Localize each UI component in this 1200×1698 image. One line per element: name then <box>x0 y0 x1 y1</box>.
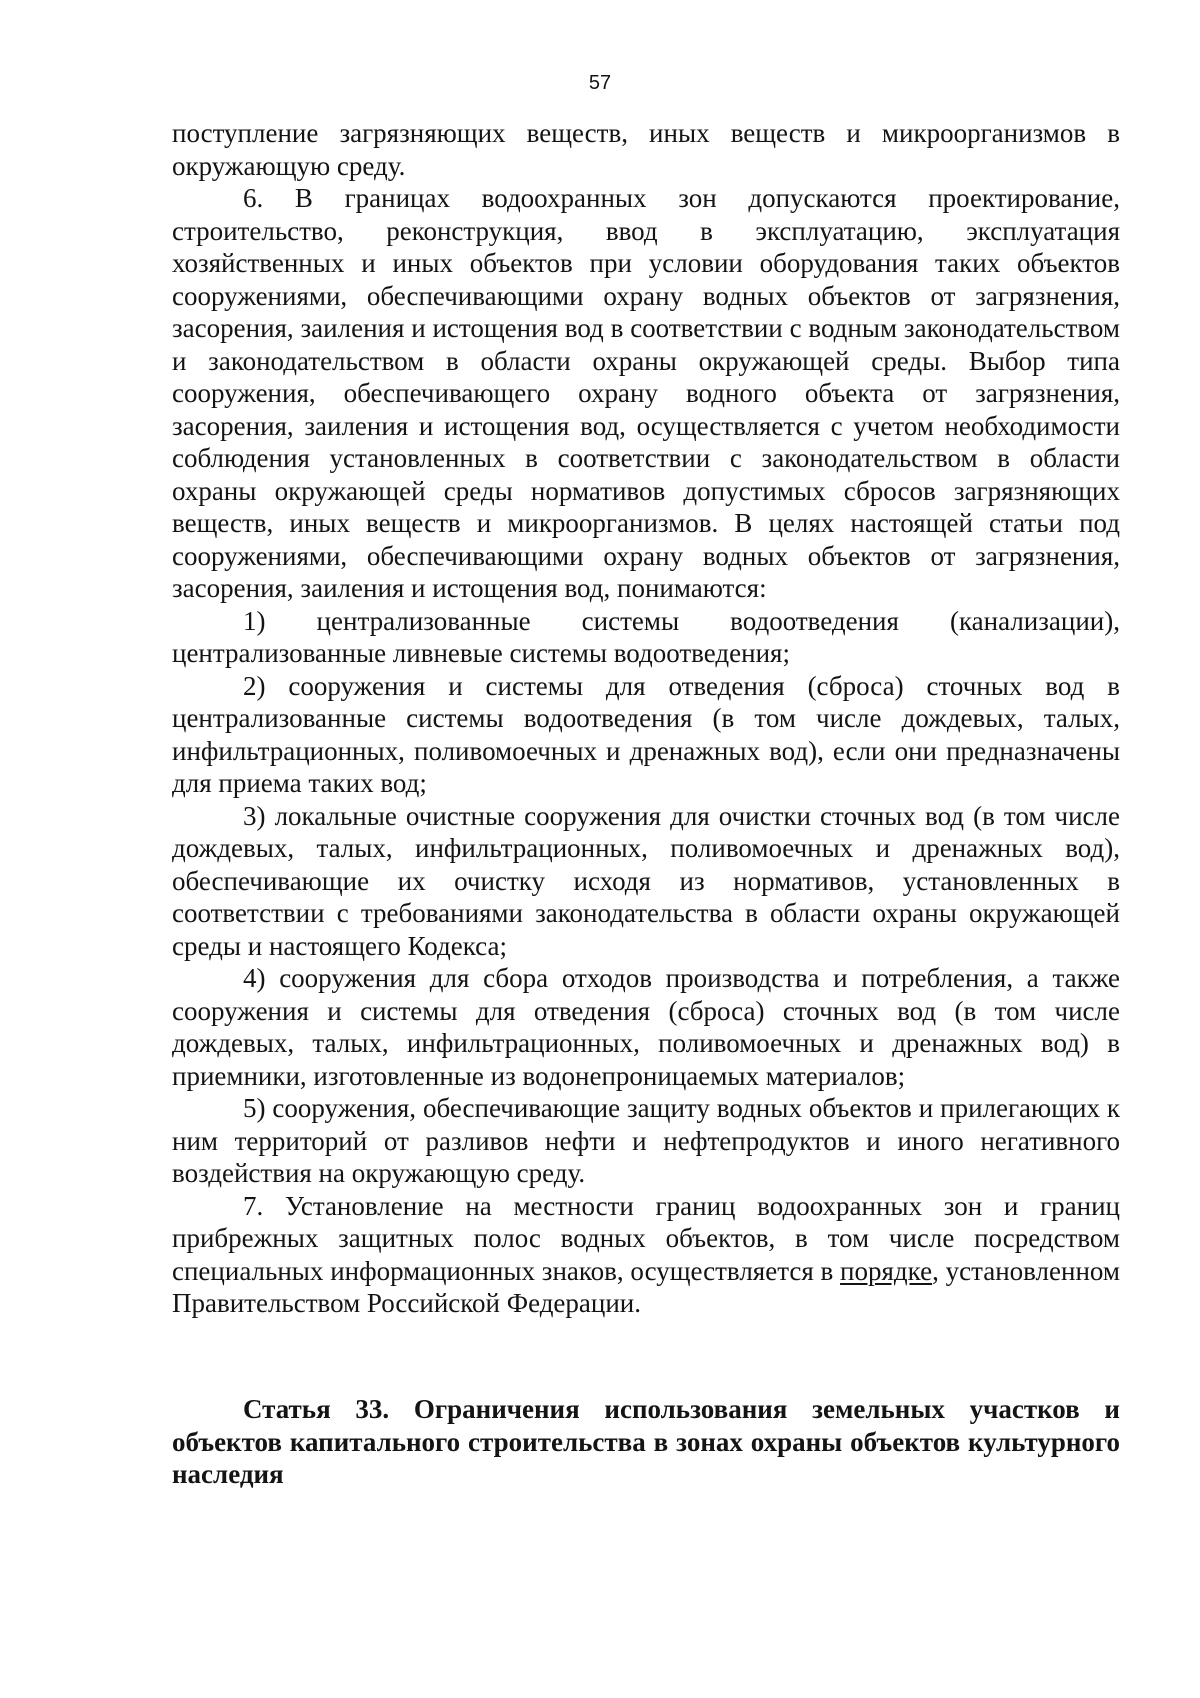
paragraph-7 <box>172 1190 1120 1320</box>
paragraph-6: 6. В границах водоохранных зон допускаются проектирование, строительство, реконструкция, ввод в эксплуатацию, эксплуатация хозяйственных и иных объектов при условии оборудования таких объектов сооружениями, обеспечивающими охрану водных объектов от загрязнения, засорения, заиления и истощения вод в соответствии с водным законодательством и законодательством в области охраны окружающей среды. Выбор типа сооружения, обеспечивающего охрану водного объекта от загрязнения, засорения, заиления и истощения вод, осуществляется с учетом необходимости соблюдения установленных в соответствии с законодательством в области охраны окружающей среды нормативов допустимых сбросов загрязняющих веществ, иных веществ и микроорганизмов. В целях настоящей статьи под сооружениями, обеспечивающими охрану водных объектов от загрязнения, засорения, заиления и истощения вод, понимаются: <box>172 183 1120 603</box>
list-item-4: 4) сооружения для сбора отходов производства и потребления, а также сооружения и системы для отведения (сброса) сточных вод (в том числе дождевых, талых, инфильтрационных, поливомоечных и дренажных вод) в приемники, изготовленные из водонепроницаемых материалов; <box>172 963 1120 1091</box>
paragraph-7-text-end: , установленном Правительством Российской Федерации. <box>172 1255 1120 1318</box>
page-number: 57 <box>588 72 612 94</box>
article-body <box>172 117 1120 1320</box>
order-link[interactable]: порядке <box>840 1255 933 1286</box>
list-item-1: 1) централизованные системы водоотведения (канализации), централизованные ливневые системы водоотведения; <box>172 605 1120 668</box>
paragraph-7-text-start: 7. Установление на местности границ водоохранных зон и границ прибрежных защитных полос водных объектов, в том числе посредством специальных информационных знаков, осуществляется в <box>172 1190 1120 1286</box>
paragraph-continuation: поступление загрязняющих веществ, иных веществ и микроорганизмов в окружающую среду. <box>172 118 1120 181</box>
list-item-5: 5) сооружения, обеспечивающие защиту водных объектов и прилегающих к ним территорий от разливов нефти и нефтепродуктов и иного негативного воздействия на окружающую среду. <box>172 1093 1120 1188</box>
list-item-2: 2) сооружения и системы для отведения (сброса) сточных вод в централизованные системы водоотведения (в том числе дождевых, талых, инфильтрационных, поливомоечных и дренажных вод), если они предназначены для приема таких вод; <box>172 670 1120 798</box>
article-33-heading: Статья 33. Ограничения использования земельных участков и объектов капитального строительства в зонах охраны объектов культурного наследия <box>172 1394 1120 1489</box>
list-item-3: 3) локальные очистные сооружения для очистки сточных вод (в том числе дождевых, талых, инфильтрационных, поливомоечных и дренажных вод), обеспечивающие их очистку исходя из нормативов, установленных в соответствии с требованиями законодательства в области охраны окружающей среды и настоящего Кодекса; <box>172 800 1120 961</box>
